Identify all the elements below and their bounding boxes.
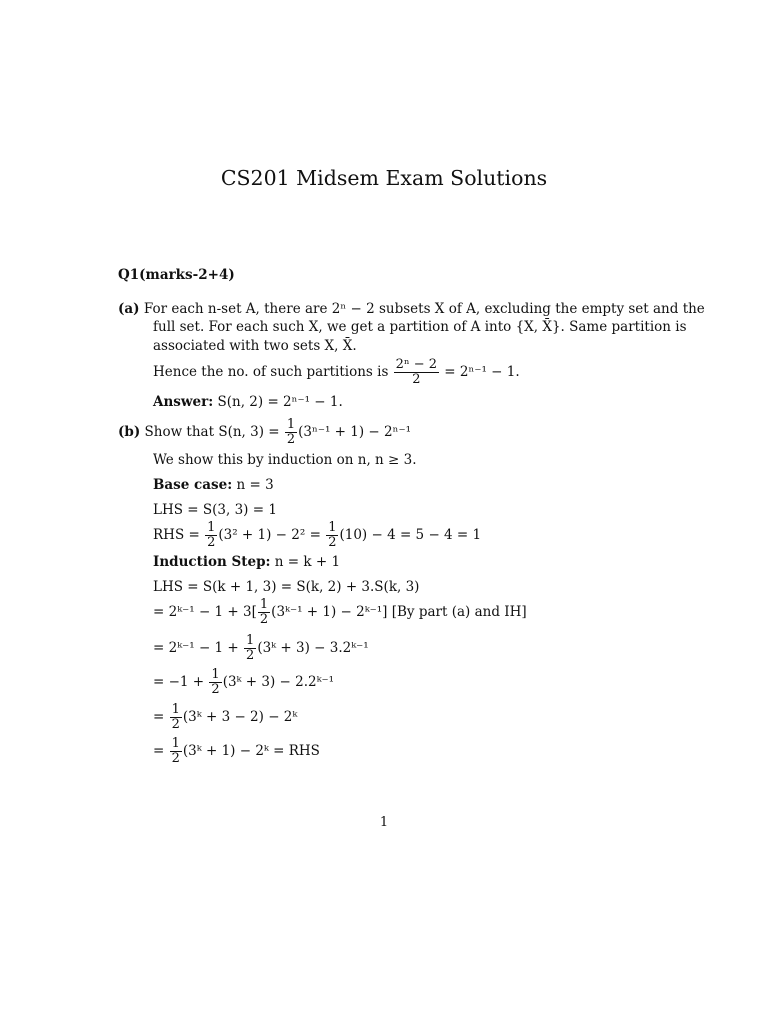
half-fraction	[258, 598, 270, 627]
fraction-numerator: 2ⁿ − 2	[395, 357, 437, 372]
fraction-denominator: 2	[412, 372, 421, 387]
base-case-line	[153, 476, 274, 494]
half-numerator: 1	[328, 520, 337, 535]
half-numerator: 1	[207, 520, 216, 535]
half-fraction	[170, 737, 182, 766]
half-denominator: 2	[171, 717, 180, 732]
half-fraction	[209, 668, 221, 697]
half-numerator: 1	[171, 702, 180, 717]
half-fraction	[285, 418, 297, 447]
answer-label: Answer:	[153, 394, 214, 410]
half-denominator: 2	[259, 612, 269, 627]
half-denominator: 2	[171, 751, 180, 766]
partition-fraction	[394, 358, 439, 387]
half-fraction	[326, 521, 338, 550]
answer-text: S(n, 2) = 2ⁿ⁻¹ − 1.	[217, 394, 343, 410]
part-b-show-line	[118, 418, 411, 447]
eq3-pre: = −1 +	[153, 674, 205, 690]
question-heading: Q1(marks-2+4)	[118, 267, 235, 283]
induction-step-line	[153, 553, 340, 571]
half-fraction	[170, 703, 182, 732]
equation-line-2	[153, 634, 369, 663]
half-fraction	[205, 521, 217, 550]
part-a-line-2: full set. For each such X, we get a partition of A into {X, X̄}. Same partition is	[153, 319, 687, 335]
part-a-hence-line	[153, 358, 520, 387]
part-b-label: (b)	[118, 424, 141, 440]
induction-intro: We show this by induction on n, n ≥ 3.	[153, 452, 417, 468]
half-denominator: 2	[246, 648, 255, 663]
eq1-post: (3ᵏ⁻¹ + 1) − 2ᵏ⁻¹] [By part (a) and IH]	[271, 604, 527, 620]
half-denominator: 2	[211, 682, 220, 697]
part-a-text-1: For each n-set A, there are 2ⁿ − 2 subsets X of A, excluding the empty set and the	[143, 301, 705, 317]
base-case-label: Base case:	[153, 477, 233, 493]
lhs-base: LHS = S(3, 3) = 1	[153, 502, 277, 518]
half-numerator: 1	[246, 633, 255, 648]
induction-step-text: n = k + 1	[274, 554, 341, 570]
half-numerator: 1	[171, 736, 180, 751]
equation-line-1	[153, 598, 527, 627]
rhs-end: (10) − 4 = 5 − 4 = 1	[339, 527, 482, 543]
half-denominator: 2	[207, 535, 216, 550]
page-number: 1	[379, 815, 389, 830]
hence-result: = 2ⁿ⁻¹ − 1.	[444, 364, 520, 380]
rhs-mid: (3² + 1) − 2² =	[218, 527, 321, 543]
hence-text: Hence the no. of such partitions is	[153, 364, 389, 380]
eq2-post: (3ᵏ + 3) − 3.2ᵏ⁻¹	[257, 640, 369, 656]
base-case-text: n = 3	[236, 477, 274, 493]
rhs-base-line	[153, 521, 481, 550]
eq5-post: (3ᵏ + 1) − 2ᵏ = RHS	[182, 743, 320, 759]
eq4-post: (3ᵏ + 3 − 2) − 2ᵏ	[182, 709, 298, 725]
half-numerator: 1	[211, 667, 220, 682]
show-rest: (3ⁿ⁻¹ + 1) − 2ⁿ⁻¹	[298, 424, 412, 440]
part-a-label: (a)	[118, 301, 140, 317]
eq1-pre: = 2ᵏ⁻¹ − 1 + 3[	[153, 604, 257, 620]
part-a-line-3: associated with two sets X, X̄.	[153, 338, 357, 354]
eq5-pre: =	[153, 743, 165, 759]
half-denominator: 2	[286, 432, 296, 447]
equation-line-4	[153, 703, 297, 732]
eq3-post: (3ᵏ + 3) − 2.2ᵏ⁻¹	[222, 674, 335, 690]
half-fraction	[244, 634, 256, 663]
equation-line-3	[153, 668, 334, 697]
half-numerator: 1	[286, 417, 296, 432]
page-title: CS201 Midsem Exam Solutions	[220, 166, 548, 190]
half-numerator: 1	[259, 597, 269, 612]
lhs-step: LHS = S(k + 1, 3) = S(k, 2) + 3.S(k, 3)	[153, 579, 420, 595]
eq2-pre: = 2ᵏ⁻¹ − 1 +	[153, 640, 239, 656]
show-text: Show that S(n, 3) =	[144, 424, 280, 440]
part-a-answer-line	[153, 393, 343, 411]
equation-line-5	[153, 737, 320, 766]
rhs-pre: RHS =	[153, 527, 200, 543]
induction-step-label: Induction Step:	[153, 554, 271, 570]
half-denominator: 2	[328, 535, 337, 550]
part-a-line-1	[118, 300, 705, 318]
eq4-pre: =	[153, 709, 165, 725]
